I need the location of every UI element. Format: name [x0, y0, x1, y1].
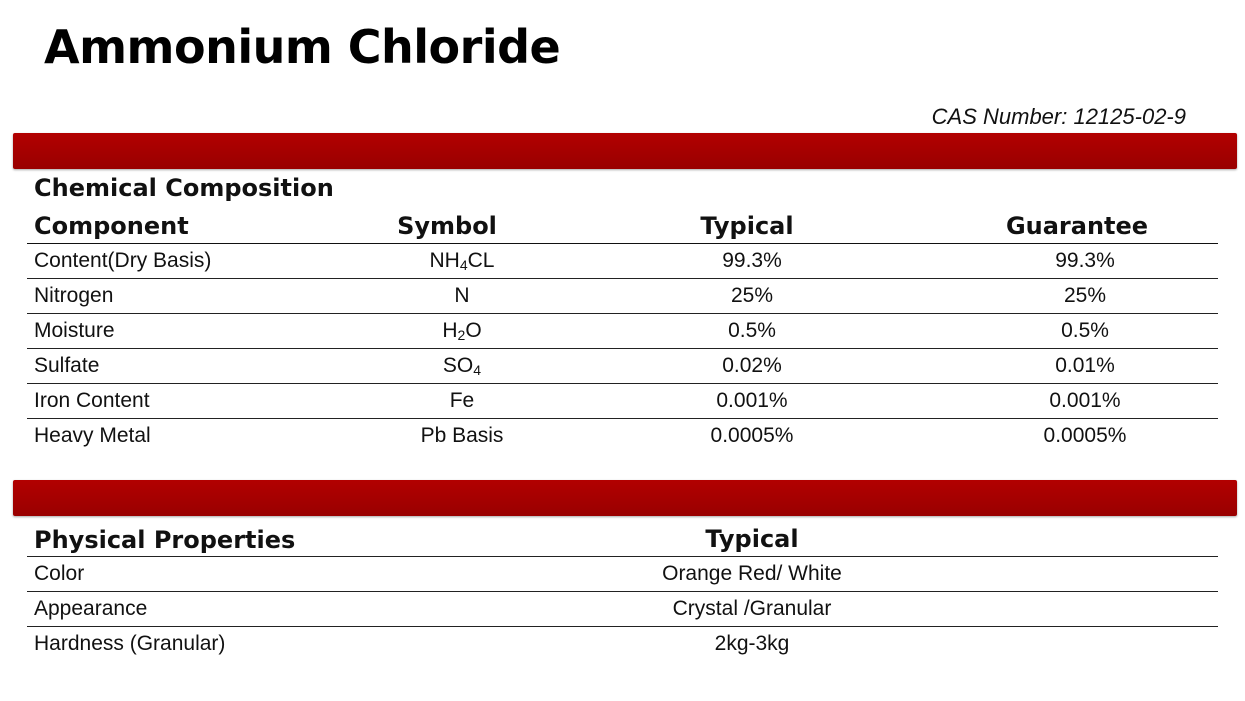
typical-value: 0.0005% — [710, 424, 794, 447]
component-symbol: $SO_4$ — [442, 354, 482, 378]
table-row — [27, 384, 1218, 419]
section-band-physical — [13, 480, 1237, 516]
page-title: Ammonium Chloride — [44, 20, 561, 74]
property-name: Color — [34, 562, 85, 585]
chemical-composition-table — [27, 170, 1218, 453]
table-row — [27, 419, 1218, 453]
table-row — [27, 244, 1218, 279]
table-row — [27, 314, 1218, 349]
guarantee-value: 0.5% — [1061, 319, 1109, 342]
component-name: Moisture — [34, 319, 115, 342]
typical-value: 25% — [730, 284, 774, 307]
typical-value: 0.001% — [716, 389, 788, 412]
table-row — [27, 557, 1218, 592]
table-row — [27, 627, 1218, 661]
physical-properties-heading: Physical Properties — [34, 526, 296, 554]
table-row — [27, 279, 1218, 314]
chemical-composition-heading: Chemical Composition — [34, 174, 334, 202]
component-name: Heavy Metal — [34, 424, 151, 447]
column-header-guarantee: Guarantee — [1005, 212, 1149, 240]
component-symbol: Fe — [449, 389, 475, 412]
property-value: Orange Red/ White — [662, 562, 842, 585]
property-name: Appearance — [34, 597, 148, 620]
property-name: Hardness (Granular) — [34, 632, 226, 655]
table-header-row — [27, 206, 1218, 244]
table-row — [27, 349, 1218, 384]
guarantee-value: 0.01% — [1055, 354, 1115, 377]
column-header-symbol: Symbol — [397, 212, 497, 240]
column-header-typical: Typical — [700, 212, 794, 240]
guarantee-value: 0.0005% — [1043, 424, 1127, 447]
physical-properties-table — [27, 522, 1218, 661]
property-value: Crystal /Granular — [672, 597, 832, 620]
component-symbol: $H_2O$ — [442, 319, 482, 343]
table-header-row — [27, 522, 1218, 557]
column-header-component: Component — [34, 212, 189, 240]
component-symbol: $NH_4CL$ — [429, 249, 495, 273]
property-value: 2kg-3kg — [714, 632, 790, 655]
guarantee-value: 25% — [1063, 284, 1107, 307]
cas-number: CAS Number: 12125-02-9 — [931, 104, 1186, 129]
component-symbol: Pb Basis — [420, 424, 504, 447]
section-band-chemical — [13, 133, 1237, 169]
typical-value: 0.02% — [722, 354, 782, 377]
guarantee-value: 0.001% — [1049, 389, 1121, 412]
component-name: Content(Dry Basis) — [34, 249, 212, 272]
component-symbol: N — [454, 284, 470, 307]
typical-value: 0.5% — [728, 319, 776, 342]
component-name: Sulfate — [34, 354, 100, 377]
guarantee-value: 99.3% — [1055, 249, 1115, 272]
typical-value: 99.3% — [722, 249, 782, 272]
table-row — [27, 592, 1218, 627]
column-header-typical: Typical — [705, 525, 799, 553]
component-name: Iron Content — [34, 389, 150, 412]
component-name: Nitrogen — [34, 284, 114, 307]
